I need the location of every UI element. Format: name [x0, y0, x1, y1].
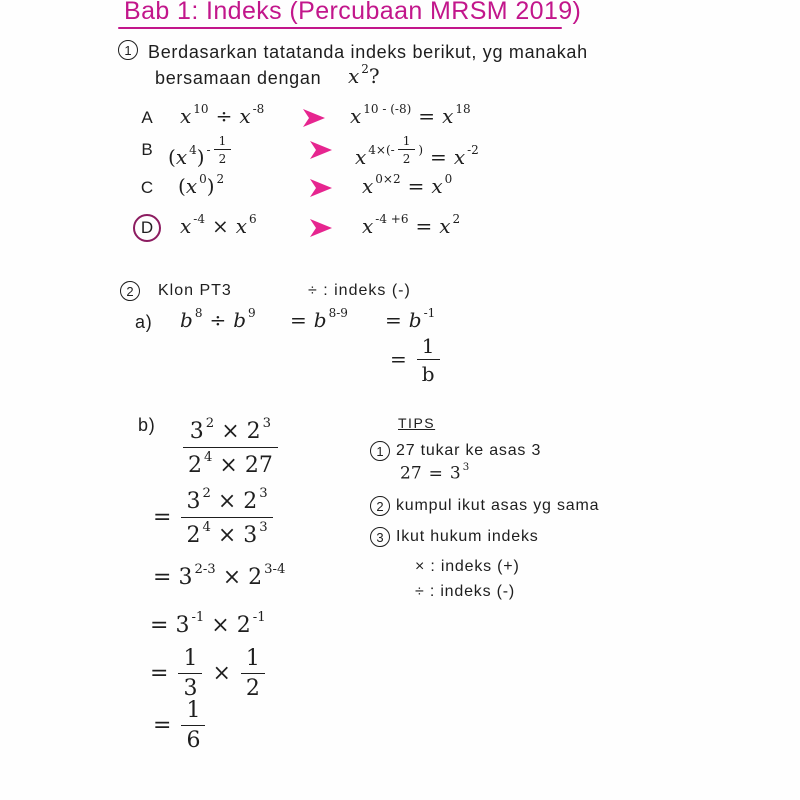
math-operator: = — [153, 504, 172, 530]
working-step — [383, 334, 443, 386]
math-operator: × — [219, 452, 238, 478]
power-exponent: 3 — [259, 486, 268, 501]
power-exponent: 2 — [452, 212, 461, 226]
working-step — [180, 416, 281, 479]
math-operator: ÷ — [209, 308, 227, 333]
working-step — [283, 306, 348, 332]
power-exponent: -1 — [252, 610, 266, 625]
arrow-icon — [310, 179, 332, 197]
option-letter: D — [140, 218, 154, 237]
power-exponent: 3 — [462, 462, 470, 473]
power-exponent: 9 — [248, 306, 256, 320]
power-base: 2 — [236, 613, 251, 639]
power-base: x — [235, 214, 248, 239]
power-exponent — [368, 134, 424, 167]
power-exponent: 2 — [202, 486, 211, 501]
tip-number-circle: 3 — [370, 527, 390, 547]
tip-example — [400, 462, 469, 484]
option-expression — [180, 102, 264, 128]
math-operator: = — [415, 214, 433, 239]
power-exponent — [206, 134, 235, 167]
power-term — [197, 134, 235, 169]
power-base: b — [313, 308, 327, 333]
option-expression — [168, 134, 234, 169]
power-term — [180, 306, 202, 332]
page-title: Bab 1: Indeks (Percubaan MRSM 2019) — [124, 0, 582, 25]
power-term — [439, 212, 460, 238]
power-exponent: 0 — [444, 172, 453, 186]
math-text: ) — [418, 142, 424, 157]
tip-rule-multiply: × : indeks (+) — [415, 558, 520, 575]
power-exponent: 2 — [361, 62, 369, 76]
option-expression — [180, 212, 257, 238]
working-step — [143, 610, 266, 640]
power-exponent: -1 — [191, 610, 205, 625]
math-operator: = — [385, 308, 402, 333]
math-text: 2 — [245, 676, 260, 702]
power-base: x — [239, 104, 251, 129]
option-letter: B — [141, 140, 153, 159]
option-working — [362, 172, 452, 198]
working-step — [180, 306, 256, 332]
math-text: 1 — [421, 334, 435, 358]
arrow-icon — [310, 219, 332, 237]
option-working — [355, 134, 479, 169]
power-term — [188, 450, 212, 480]
power-base: 3 — [243, 522, 258, 548]
working-step — [146, 562, 285, 592]
option-letter: C — [140, 178, 154, 197]
math-text: 1 — [245, 646, 260, 671]
power-exponent: -4 +6 — [375, 212, 409, 226]
power-exponent: 3 — [259, 519, 268, 535]
power-term — [236, 212, 257, 238]
power-exponent: 10 - (-8) — [363, 102, 412, 116]
fraction — [241, 646, 265, 703]
math-operator: = — [390, 346, 407, 371]
power-exponent: 4 — [204, 449, 213, 465]
power-term — [362, 172, 401, 198]
fraction-numerator — [183, 416, 278, 448]
math-operator: = — [428, 463, 443, 484]
fraction — [181, 486, 272, 549]
power-exponent: 3 — [262, 416, 272, 431]
power-base: x — [362, 174, 374, 199]
tip-text: 27 tukar ke asas 3 — [396, 442, 542, 459]
fraction-numerator — [398, 134, 416, 150]
title-underline — [118, 27, 562, 29]
question-target-expression — [348, 62, 380, 88]
power-exponent: 10 — [193, 102, 209, 116]
tip-text: kumpul ikut asas yg sama — [396, 497, 600, 514]
math-operator: × — [217, 522, 237, 548]
arrow-icon — [310, 141, 332, 159]
power-base: 3 — [178, 565, 193, 591]
power-base: x — [431, 174, 443, 199]
math-text: 27 — [244, 452, 273, 478]
math-operator: ÷ — [215, 104, 233, 129]
tip-rule-divide: ÷ : indeks (-) — [415, 583, 515, 600]
power-exponent: 18 — [455, 102, 471, 116]
power-term — [186, 520, 210, 550]
power-base: x — [175, 145, 188, 170]
fraction-numerator — [181, 486, 272, 518]
math-text: ( — [178, 174, 186, 199]
power-exponent: 4 — [202, 519, 211, 535]
power-term — [362, 212, 408, 238]
power-base: 2 — [248, 565, 263, 591]
math-text: 4×(- — [368, 142, 395, 157]
math-text: 6 — [186, 728, 201, 754]
fraction — [178, 646, 202, 703]
fraction-denominator — [214, 150, 232, 166]
math-text: 1 — [402, 134, 411, 148]
fraction-denominator — [183, 448, 278, 480]
part-label: b) — [138, 415, 156, 435]
fraction-denominator — [398, 150, 416, 166]
power-base: 3 — [175, 613, 190, 639]
fraction — [214, 134, 232, 167]
power-term — [450, 462, 469, 484]
power-exponent: 2 — [205, 416, 215, 431]
power-base: 3 — [449, 463, 461, 484]
option-expression — [178, 172, 224, 198]
power-exponent: -8 — [252, 102, 265, 116]
fraction-denominator — [181, 518, 272, 550]
fraction-numerator — [181, 698, 205, 726]
math-operator: = — [150, 661, 169, 687]
question-text-line-2: bersamaan dengan — [155, 68, 322, 88]
division-rule-note: ÷ : indeks (-) — [308, 282, 411, 299]
math-operator: = — [430, 145, 447, 170]
math-operator: = — [290, 308, 307, 333]
power-base: x — [180, 214, 192, 239]
power-base: x — [185, 174, 198, 199]
power-exponent: 6 — [249, 212, 257, 226]
power-base: 3 — [189, 419, 204, 445]
fraction — [181, 698, 205, 755]
math-operator: × — [217, 489, 237, 515]
math-text: 1 — [186, 698, 201, 723]
power-term — [176, 143, 197, 169]
power-term — [442, 102, 471, 128]
tip-text: Ikut hukum indeks — [396, 528, 539, 545]
math-operator: = — [153, 713, 172, 739]
power-base: b — [408, 308, 422, 333]
working-step — [143, 646, 268, 703]
power-base: x — [362, 214, 374, 239]
math-operator: = — [418, 104, 436, 129]
math-operator: = — [150, 613, 169, 639]
power-exponent: 8 — [194, 306, 203, 320]
power-base: 3 — [186, 489, 201, 515]
power-exponent: 2 — [216, 172, 225, 186]
power-base: x — [355, 145, 367, 170]
math-operator: × — [212, 661, 231, 687]
power-base: 2 — [186, 522, 201, 548]
power-exponent: 8-9 — [328, 306, 348, 320]
power-term — [248, 562, 285, 592]
power-base: ) — [196, 145, 205, 170]
power-term — [314, 306, 348, 332]
power-term — [431, 172, 452, 198]
power-base: x — [180, 104, 192, 129]
tips-heading: TIPS — [398, 415, 436, 431]
tip-number-circle: 1 — [370, 441, 390, 461]
power-base: x — [442, 104, 454, 129]
working-step — [378, 306, 435, 332]
option-working — [350, 102, 471, 128]
power-term — [180, 212, 205, 238]
arrow-icon — [303, 109, 325, 127]
power-term — [454, 143, 479, 169]
fraction-numerator — [214, 134, 232, 150]
question-source: Klon PT3 — [158, 282, 232, 299]
fraction-denominator — [181, 726, 205, 754]
power-term — [180, 102, 209, 128]
fraction-numerator — [241, 646, 265, 674]
power-exponent: -1 — [423, 306, 436, 320]
part-label: a) — [135, 312, 153, 332]
power-base: ) — [206, 174, 215, 199]
math-text: - — [206, 142, 211, 157]
fraction-denominator — [241, 674, 265, 702]
power-term — [233, 306, 255, 332]
power-term — [355, 134, 423, 169]
power-exponent: 4 — [189, 142, 197, 157]
fraction — [183, 416, 278, 479]
power-base: x — [439, 214, 451, 239]
math-operator: = — [407, 174, 425, 199]
fraction-numerator — [178, 646, 202, 674]
fraction — [398, 134, 416, 167]
math-text: 1 — [183, 646, 198, 671]
fraction-denominator — [417, 360, 440, 386]
working-step — [146, 698, 208, 755]
power-term — [237, 610, 266, 640]
question-number-circle: 2 — [120, 281, 140, 301]
power-exponent: 2-3 — [194, 562, 216, 577]
power-term — [348, 62, 369, 88]
power-term — [190, 416, 214, 446]
power-base: x — [348, 64, 360, 89]
power-exponent: -4 — [193, 212, 205, 226]
question-text-line-1: Berdasarkan tatatanda indeks berikut, yg manakah — [148, 42, 588, 62]
math-operator: = — [153, 565, 172, 591]
math-operator: × — [211, 613, 230, 639]
working-step — [146, 486, 276, 549]
power-term — [175, 610, 204, 640]
power-exponent: 3-4 — [264, 562, 286, 577]
math-text: 1 — [218, 134, 227, 148]
math-text: 27 — [400, 463, 422, 484]
option-letter: A — [141, 108, 153, 127]
question-number-circle: 1 — [118, 40, 138, 60]
power-base: x — [453, 145, 466, 170]
math-text: ? — [368, 64, 380, 89]
power-exponent: 0 — [199, 172, 207, 186]
power-term — [350, 102, 411, 128]
power-base: 2 — [188, 452, 202, 478]
power-term — [247, 416, 271, 446]
power-term — [186, 486, 210, 516]
power-exponent: 0×2 — [375, 172, 401, 186]
math-text: b — [421, 362, 435, 386]
option-working — [362, 212, 460, 238]
math-text: 2 — [402, 152, 411, 167]
power-exponent: -2 — [467, 142, 479, 157]
power-term — [207, 172, 224, 198]
tip-number-circle: 2 — [370, 496, 390, 516]
power-term — [239, 102, 264, 128]
power-term — [409, 306, 436, 332]
power-term — [186, 172, 207, 198]
math-text: 3 — [183, 676, 198, 702]
power-term — [178, 562, 215, 592]
power-term — [243, 520, 267, 550]
power-base: b — [180, 308, 193, 333]
math-operator: × — [222, 565, 242, 591]
fraction — [417, 334, 440, 386]
math-operator: × — [221, 419, 240, 445]
power-term — [243, 486, 267, 516]
power-base: 2 — [246, 419, 261, 445]
power-base: 2 — [243, 489, 258, 515]
fraction-numerator — [417, 334, 440, 360]
power-base: x — [350, 104, 362, 129]
math-text: ( — [168, 145, 176, 170]
math-operator: × — [211, 214, 229, 239]
power-base: b — [233, 308, 247, 333]
math-text: 2 — [218, 152, 227, 167]
